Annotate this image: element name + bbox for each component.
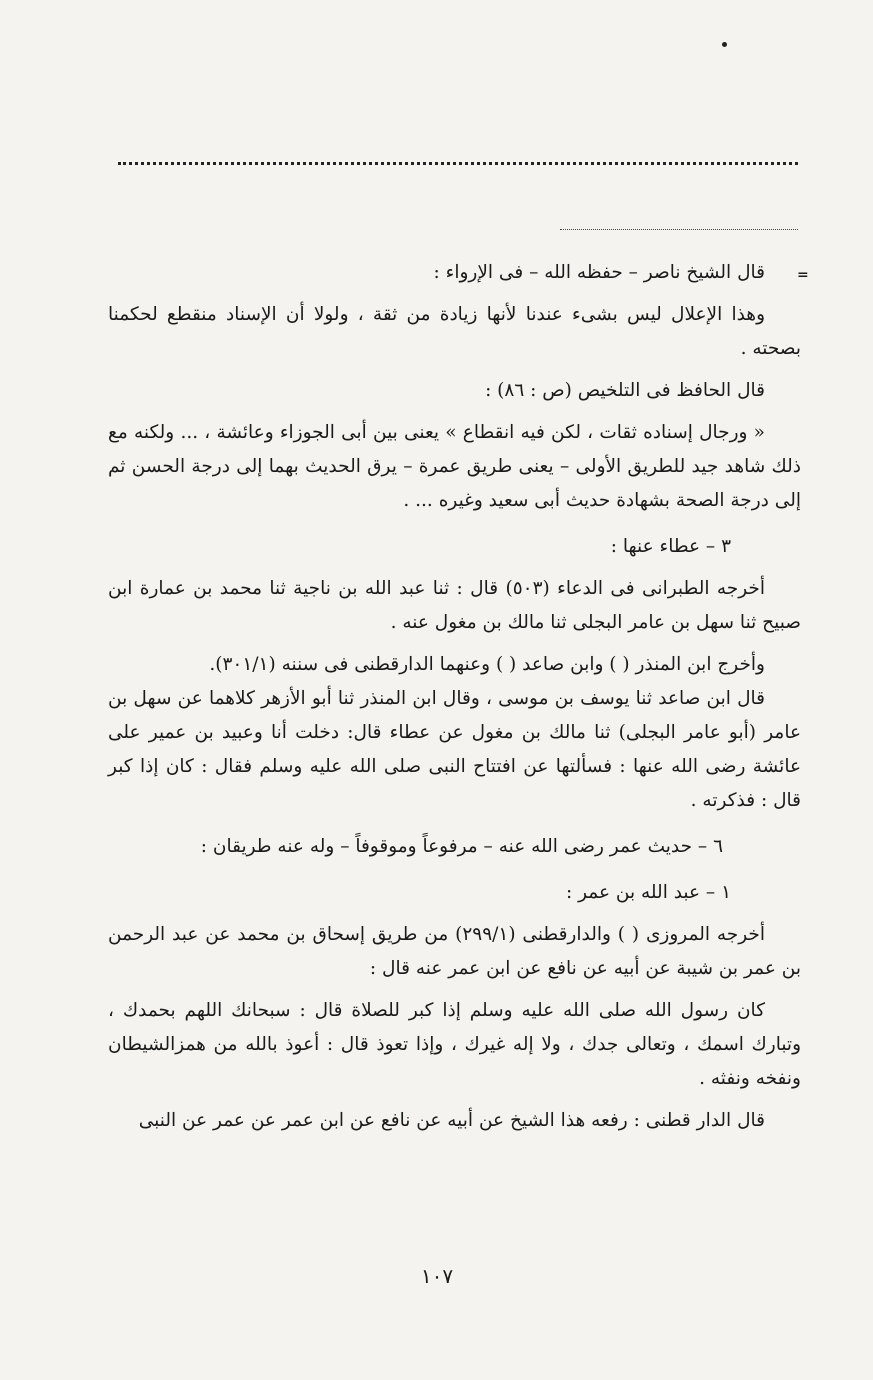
page-number: ١٠٧ [420, 1264, 454, 1288]
section-heading-abdullah: ١ – عبد الله بن عمر : [565, 882, 731, 903]
paragraph-ibn-saed: قال ابن صاعد ثنا يوسف بن موسى ، وقال ابن المنذر ثنا أبو الأزهر كلاهما عن سهل بن عامر (أبو عامر البجلى) ثنا مالك بن مغول عن عطاء قال: دخلت أنا وعبيد بن عمير على عائشة رضى الله عنها : فسألتها عن افتتاح النبى صلى الله عليه وسلم فقال : كان إذا كبر قال : فذكرته . [108, 688, 801, 811]
body-text [108, 256, 801, 1138]
margin-mark: = [797, 267, 809, 283]
paragraph-marwazi: أخرجه المروزى ( ) والدارقطنى (٢٩٩/١) من طريق إسحاق بن محمد عن عبد الرحمن بن عمر بن شيبة عن أبيه عن نافع عن ابن عمر عنه قال : [108, 924, 801, 979]
paragraph-nasser-heading: قال الشيخ ناصر – حفظه الله – فى الإرواء : [433, 262, 765, 283]
paragraph-daraqutni: قال الدار قطنى : رفعه هذا الشيخ عن أبيه عن نافع عن ابن عمر عن عمر عن النبى [138, 1110, 765, 1131]
paragraph-ibn-mundhir: وأخرج ابن المنذر ( ) وابن صاعد ( ) وعنهما الدارقطنى فى سننه (٣٠١/١). [209, 654, 765, 675]
paragraph-hafiz-heading: قال الحافظ فى التلخيص (ص : ٨٦) : [485, 380, 765, 401]
paragraph-tabarani: أخرجه الطبرانى فى الدعاء (٥٠٣) قال : ثنا عبد الله بن ناجية ثنا محمد بن عمارة ابن صبيح ثنا سهل بن عامر البجلى ثنا مالك بن مغول عنه . [108, 578, 801, 633]
dotted-separator-short [560, 229, 798, 230]
section-heading-umar: ٦ – حديث عمر رضى الله عنه – مرفوعاً وموقوفاً – وله عنه طريقان : [200, 836, 723, 857]
paragraph-ilal: وهذا الإعلال ليس بشىء عندنا لأنها زيادة من ثقة ، ولولا أن الإسناد منقطع لحكمنا بصحته . [108, 304, 801, 359]
dotted-separator-top [118, 162, 798, 165]
section-heading-ata: ٣ – عطاء عنها : [610, 536, 731, 557]
ink-dot [722, 42, 727, 47]
paragraph-hadith-text: كان رسول الله صلى الله عليه وسلم إذا كبر للصلاة قال : سبحانك اللهم بحمدك ، وتبارك اسمك ، وتعالى جدك ، ولا إله غيرك ، وإذا تعوذ قال : أعوذ بالله من همزالشيطان ونفخه ونفثه . [108, 1000, 801, 1089]
paragraph-rijal-quote: « ورجال إسناده ثقات ، لكن فيه انقطاع » يعنى بين أبى الجوزاء وعائشة ، ... ولكنه مع ذلك شاهد جيد للطريق الأولى – يعنى طريق عمرة – يرق الحديث بهما إلى درجة الحسن ثم إلى درجة الصحة بشهادة حديث أبى سعيد وغيره ... . [108, 422, 801, 511]
